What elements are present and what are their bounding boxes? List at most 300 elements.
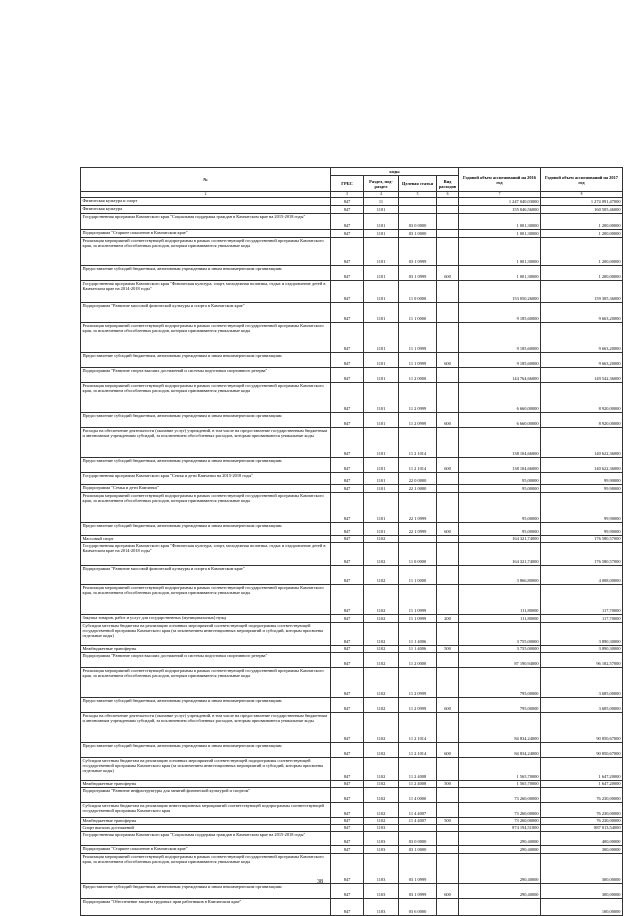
row-name-cell: Предоставление субсидий бюджетным, автономным учреждениям и иным некоммерческим организациям <box>81 352 331 367</box>
amount-2016-cell: 9 185,60000 <box>459 352 541 367</box>
row-name-cell: Подпрограмма "Старшее поколение в Камчатском крае" <box>81 229 331 237</box>
amount-2017-cell: 100,00000 <box>541 898 623 915</box>
target-cell: 03 1 0999 <box>399 265 437 280</box>
amount-2017-cell: 1 200,00000 <box>541 237 623 265</box>
section-cell: 1101 <box>364 302 399 322</box>
grbs-cell: 847 <box>331 522 364 535</box>
row-name-cell: Подпрограмма "Развитие массовой физической культуры и спорта в Камчатском крае" <box>81 565 331 584</box>
section-cell: 1102 <box>364 817 399 824</box>
expense-type-cell <box>437 280 459 302</box>
amount-2016-cell: 144 764,66000 <box>459 367 541 382</box>
target-cell: 03 1 0999 <box>399 853 437 883</box>
amount-2016-cell: 6 660,00000 <box>459 412 541 427</box>
expense-type-cell <box>437 484 459 492</box>
grbs-cell: 847 <box>331 652 364 667</box>
row-name-cell: Субсидии местным бюджетам на реализацию основных мероприятий соответствующей подпрограммы соответствующей государственной программы Камчатского края (за исключением инвестиционных мероприятий и субсидий, которым присвоены отдельные коды) <box>81 622 331 645</box>
section-cell: 1101 <box>364 280 399 302</box>
amount-2016-cell: 9 185,60000 <box>459 302 541 322</box>
target-cell: 03 0 0000 <box>399 213 437 229</box>
expense-type-cell <box>437 535 459 542</box>
grbs-cell: 847 <box>331 213 364 229</box>
amount-2017-cell: 9 663,20000 <box>541 352 623 367</box>
amount-2016-cell: 1 001,30000 <box>459 265 541 280</box>
row-name-cell: Государственная программа Камчатского края "Физическая культура, спорт, молодежная политика, отдых и оздоровление детей в Камчатском крае на 2014-2018 годы" <box>81 542 331 565</box>
expense-type-cell <box>437 302 459 322</box>
section-cell: 1101 <box>364 265 399 280</box>
expense-type-cell <box>437 757 459 780</box>
expense-type-cell <box>437 197 459 205</box>
amount-2016-cell: 155 046,56000 <box>459 205 541 213</box>
amount-2017-cell: 90 850,67000 <box>541 742 623 757</box>
target-cell: 03 0 0000 <box>399 831 437 845</box>
table-row <box>81 484 623 492</box>
target-cell <box>399 205 437 213</box>
header-year-2016: Годовой объем ассигнований на 2016 год <box>459 168 541 192</box>
target-cell: 11 2 1014 <box>399 712 437 742</box>
table-row <box>81 542 623 565</box>
row-name-cell: Подпрограмма "Развитие спорта высших достижений и системы подготовки спортивного резерва" <box>81 652 331 667</box>
expense-type-cell <box>437 427 459 457</box>
grbs-cell: 847 <box>331 712 364 742</box>
amount-2016-cell: 95,00000 <box>459 484 541 492</box>
grbs-cell: 847 <box>331 645 364 652</box>
amount-2017-cell: 9 663,20000 <box>541 302 623 322</box>
grbs-cell: 847 <box>331 472 364 484</box>
amount-2016-cell: 795,00000 <box>459 667 541 697</box>
header-year-2017: Годовой объем ассигнований на 2017 год <box>541 168 623 192</box>
amount-2017-cell: 90 850,67000 <box>541 712 623 742</box>
amount-2017-cell: 140 622,36000 <box>541 427 623 457</box>
grbs-cell: 847 <box>331 280 364 302</box>
grbs-cell: 847 <box>331 542 364 565</box>
table-row <box>81 352 623 367</box>
grbs-cell: 847 <box>331 845 364 853</box>
expense-type-cell <box>437 237 459 265</box>
grbs-cell: 847 <box>331 265 364 280</box>
section-cell: 1103 <box>364 831 399 845</box>
table-row <box>81 757 623 780</box>
row-name-cell: Спорт высших достижений <box>81 824 331 831</box>
section-cell: 1102 <box>364 787 399 802</box>
amount-2017-cell: 76 230,00000 <box>541 817 623 824</box>
grbs-cell: 847 <box>331 667 364 697</box>
target-cell: 11 1 4006 <box>399 622 437 645</box>
expense-type-cell: 500 <box>437 780 459 787</box>
amount-2017-cell: 160 505,46000 <box>541 205 623 213</box>
amount-2017-cell: 3 890,30000 <box>541 645 623 652</box>
row-name-cell: Предоставление субсидий бюджетным, автономным учреждениям и иным некоммерческим организациям <box>81 457 331 472</box>
expense-type-cell: 600 <box>437 522 459 535</box>
target-cell <box>399 535 437 542</box>
expense-type-cell <box>437 542 459 565</box>
amount-2016-cell: 290,40000 <box>459 883 541 898</box>
expense-type-cell: 600 <box>437 412 459 427</box>
target-cell: 11 2 0000 <box>399 652 437 667</box>
amount-2016-cell: 874 194,51000 <box>459 824 541 831</box>
table-row <box>81 322 623 352</box>
amount-2017-cell: 149 542,36000 <box>541 367 623 382</box>
expense-type-cell <box>437 898 459 915</box>
target-cell: 22 0 0000 <box>399 472 437 484</box>
amount-2017-cell: 99,90000 <box>541 484 623 492</box>
grbs-cell: 847 <box>331 802 364 817</box>
index-cell: 4 <box>364 192 399 198</box>
table-body <box>81 192 623 916</box>
section-cell: 1102 <box>364 757 399 780</box>
target-cell: 11 1 0999 <box>399 614 437 622</box>
expense-type-cell <box>437 382 459 412</box>
index-cell: 7 <box>459 192 541 198</box>
target-cell: 11 1 0999 <box>399 322 437 352</box>
amount-2017-cell: 8 920,00000 <box>541 412 623 427</box>
table-row <box>81 622 623 645</box>
grbs-cell: 847 <box>331 817 364 824</box>
amount-2017-cell: 3 685,00000 <box>541 667 623 697</box>
grbs-cell: 847 <box>331 427 364 457</box>
target-cell: 03 1 0999 <box>399 883 437 898</box>
amount-2016-cell: 1 001,30000 <box>459 213 541 229</box>
grbs-cell: 847 <box>331 787 364 802</box>
amount-2017-cell: 4 008,00000 <box>541 565 623 584</box>
section-cell: 1102 <box>364 697 399 712</box>
index-cell: 5 <box>399 192 437 198</box>
target-cell: 11 2 0000 <box>399 367 437 382</box>
expense-type-cell: 600 <box>437 265 459 280</box>
section-cell: 1101 <box>364 229 399 237</box>
amount-2016-cell: 164 321,74000 <box>459 542 541 565</box>
amount-2016-cell: 153 050,26000 <box>459 280 541 302</box>
header-number: № <box>81 168 331 192</box>
row-name-cell: Предоставление субсидий бюджетным, автономным учреждениям и иным некоммерческим организациям <box>81 883 331 898</box>
target-cell: 11 1 4006 <box>399 645 437 652</box>
amount-2017-cell: 9 663,20000 <box>541 322 623 352</box>
row-name-cell: Реализация мероприятий соответствующей подпрограммы в рамках соответствующей государственной программы Камчатского края, за исключением обособленных расходов, которым присваиваются уникальные коды <box>81 492 331 522</box>
row-name-cell: Реализация мероприятий соответствующей подпрограммы в рамках соответствующей государственной программы Камчатского края, за исключением обособленных расходов, которым присваиваются уникальные коды <box>81 237 331 265</box>
amount-2017-cell: 1 200,00000 <box>541 265 623 280</box>
amount-2016-cell: 290,40000 <box>459 845 541 853</box>
row-name-cell: Межбюджетные трансферты <box>81 645 331 652</box>
amount-2016-cell: 73 260,00000 <box>459 802 541 817</box>
grbs-cell: 847 <box>331 205 364 213</box>
target-cell: 11 0 0000 <box>399 542 437 565</box>
table-row <box>81 652 623 667</box>
row-name-cell: Подпрограмма "Обеспечение защиты трудовых прав работников в Камчатском крае" <box>81 898 331 915</box>
row-name-cell: Реализация мероприятий соответствующей подпрограммы в рамках соответствующей государственной программы Камчатского края, за исключением обособленных расходов, которым присваиваются уникальные коды <box>81 667 331 697</box>
amount-2017-cell: 887 013,54000 <box>541 824 623 831</box>
grbs-cell: 847 <box>331 492 364 522</box>
expense-type-cell <box>437 367 459 382</box>
expense-type-cell <box>437 565 459 584</box>
amount-2016-cell: 3 866,80000 <box>459 565 541 584</box>
amount-2016-cell: 111,80000 <box>459 614 541 622</box>
grbs-cell: 847 <box>331 302 364 322</box>
row-name-cell: Предоставление субсидий бюджетным, автономным учреждениям и иным некоммерческим организациям <box>81 742 331 757</box>
table-row <box>81 824 623 831</box>
expense-type-cell <box>437 712 459 742</box>
section-cell: 1102 <box>364 565 399 584</box>
target-cell: 11 2 1014 <box>399 742 437 757</box>
section-cell: 1101 <box>364 457 399 472</box>
target-cell <box>399 197 437 205</box>
expense-type-cell <box>437 845 459 853</box>
grbs-cell: 847 <box>331 535 364 542</box>
table-row <box>81 280 623 302</box>
row-name-cell: Предоставление субсидий бюджетным, автономным учреждениям и иным некоммерческим организациям <box>81 522 331 535</box>
expense-type-cell <box>437 205 459 213</box>
amount-2017-cell: 300,00000 <box>541 883 623 898</box>
section-cell: 1102 <box>364 645 399 652</box>
row-name-cell: Государственная программа Камчатского края "Семья и дети Камчатки на 2015-2018 годы" <box>81 472 331 484</box>
expense-type-cell <box>437 802 459 817</box>
amount-2016-cell <box>459 898 541 915</box>
amount-2017-cell: 76 230,00000 <box>541 787 623 802</box>
row-name-cell: Массовый спорт <box>81 535 331 542</box>
target-cell: 03 6 0000 <box>399 898 437 915</box>
section-cell: 1101 <box>364 492 399 522</box>
section-cell: 1101 <box>364 213 399 229</box>
grbs-cell: 847 <box>331 697 364 712</box>
amount-2017-cell: 117,70000 <box>541 584 623 614</box>
section-cell: 1101 <box>364 522 399 535</box>
row-name-cell: Предоставление субсидий бюджетным, автономным учреждениям и иным некоммерческим организациям <box>81 412 331 427</box>
target-cell: 03 1 0000 <box>399 229 437 237</box>
table-row <box>81 584 623 614</box>
row-name-cell: Реализация мероприятий соответствующей подпрограммы в рамках соответствующей государственной программы Камчатского края, за исключением обособленных расходов, которым присваиваются уникальные коды <box>81 853 331 883</box>
amount-2016-cell: 95,00000 <box>459 522 541 535</box>
grbs-cell: 847 <box>331 824 364 831</box>
row-name-cell: Межбюджетные трансферты <box>81 817 331 824</box>
table-row <box>81 787 623 802</box>
table-row <box>81 382 623 412</box>
index-cell: 2 <box>81 192 331 198</box>
row-name-cell: Подпрограмма "Старшее поколение в Камчатском крае" <box>81 845 331 853</box>
amount-2016-cell: 1 565,70000 <box>459 780 541 787</box>
table-header <box>81 168 623 192</box>
amount-2016-cell: 138 104,66000 <box>459 457 541 472</box>
header-expense-type: Вид расходов <box>437 176 459 192</box>
amount-2017-cell: 400,00000 <box>541 831 623 845</box>
grbs-cell: 847 <box>331 322 364 352</box>
amount-2016-cell: 111,80000 <box>459 584 541 614</box>
target-cell: 22 1 0999 <box>399 492 437 522</box>
expense-type-cell <box>437 492 459 522</box>
target-cell: 11 1 0999 <box>399 584 437 614</box>
grbs-cell: 847 <box>331 614 364 622</box>
table-row <box>81 522 623 535</box>
amount-2016-cell: 1 001,30000 <box>459 229 541 237</box>
target-cell: 11 4 4007 <box>399 817 437 824</box>
row-name-cell: Расходы на обеспечение деятельности (оказание услуг) учреждений, в том числе на предоставление государственным бюджетным и автономным учреждениям субсидий, за исключением обособленных расходов, которым присваиваются уникальные коды <box>81 427 331 457</box>
section-cell: 1102 <box>364 802 399 817</box>
row-name-cell: Подпрограмма "Развитие спорта высших достижений и системы подготовки спортивного резерва" <box>81 367 331 382</box>
target-cell: 11 2 4008 <box>399 757 437 780</box>
section-cell: 1102 <box>364 712 399 742</box>
amount-2017-cell: 1 200,00000 <box>541 213 623 229</box>
section-cell: 1102 <box>364 667 399 697</box>
section-cell: 1101 <box>364 205 399 213</box>
amount-2017-cell: 159 305,36000 <box>541 280 623 302</box>
index-cell: 3 <box>331 192 364 198</box>
section-cell: 1103 <box>364 853 399 883</box>
section-cell: 1101 <box>364 367 399 382</box>
section-cell: 1102 <box>364 652 399 667</box>
amount-2016-cell: 795,00000 <box>459 697 541 712</box>
section-cell: 1102 <box>364 614 399 622</box>
amount-2017-cell: 99,90000 <box>541 522 623 535</box>
table-row <box>81 472 623 484</box>
target-cell: 22 1 0999 <box>399 522 437 535</box>
row-name-cell: Реализация мероприятий соответствующей подпрограммы в рамках соответствующей государственной программы Камчатского края, за исключением обособленных расходов, которым присваиваются уникальные коды <box>81 382 331 412</box>
expense-type-cell <box>437 831 459 845</box>
expense-type-cell: 500 <box>437 645 459 652</box>
amount-2016-cell: 1 001,30000 <box>459 237 541 265</box>
amount-2016-cell: 138 104,66000 <box>459 427 541 457</box>
amount-2016-cell: 84 834,24000 <box>459 742 541 757</box>
header-section: Раздел, под-раздел <box>364 176 399 192</box>
amount-2016-cell: 73 260,00000 <box>459 787 541 802</box>
amount-2017-cell: 76 230,00000 <box>541 802 623 817</box>
row-name-cell: Государственная программа Камчатского края "Социальная поддержка граждан в Камчатском крае на 2015-2018 годы" <box>81 213 331 229</box>
row-name-cell: Предоставление субсидий бюджетным, автономным учреждениям и иным некоммерческим организациям <box>81 697 331 712</box>
table-row <box>81 457 623 472</box>
amount-2017-cell: 300,00000 <box>541 853 623 883</box>
target-cell: 11 2 0999 <box>399 382 437 412</box>
amount-2017-cell: 3 685,00000 <box>541 697 623 712</box>
table-row <box>81 367 623 382</box>
table-row <box>81 265 623 280</box>
target-cell: 11 1 0999 <box>399 352 437 367</box>
amount-2016-cell: 164 321,74000 <box>459 535 541 542</box>
table-row <box>81 645 623 652</box>
target-cell: 11 0 0000 <box>399 280 437 302</box>
amount-2016-cell: 87 190,94000 <box>459 652 541 667</box>
expense-type-cell: 500 <box>437 817 459 824</box>
section-cell: 1102 <box>364 584 399 614</box>
section-cell: 1101 <box>364 412 399 427</box>
amount-2017-cell: 140 622,36000 <box>541 457 623 472</box>
header-grbs: ГРБС <box>331 176 364 192</box>
table-row <box>81 213 623 229</box>
expense-type-cell: 600 <box>437 697 459 712</box>
row-name-cell: Реализация мероприятий соответствующей подпрограммы в рамках соответствующей государственной программы Камчатского края, за исключением обособленных расходов, которым присваиваются уникальные коды <box>81 584 331 614</box>
grbs-cell: 847 <box>331 382 364 412</box>
target-cell: 03 1 0999 <box>399 237 437 265</box>
section-cell: 1101 <box>364 322 399 352</box>
amount-2016-cell: 6 660,00000 <box>459 382 541 412</box>
row-name-cell: Физическая культура <box>81 205 331 213</box>
amount-2017-cell: 1 647,20000 <box>541 757 623 780</box>
expense-type-cell <box>437 667 459 697</box>
row-name-cell: Расходы на обеспечение деятельности (оказание услуг) учреждений, в том числе на предоставление государственным бюджетным и автономным учреждениям субсидий, за исключением обособленных расходов, которым присваиваются уникальные коды <box>81 712 331 742</box>
expense-type-cell: 600 <box>437 742 459 757</box>
section-cell: 1103 <box>364 883 399 898</box>
expense-type-cell <box>437 229 459 237</box>
amount-2017-cell: 99,90000 <box>541 492 623 522</box>
amount-2016-cell: 73 260,00000 <box>459 817 541 824</box>
index-cell: 8 <box>541 192 623 198</box>
expense-type-cell: 200 <box>437 614 459 622</box>
expense-type-cell <box>437 787 459 802</box>
grbs-cell: 847 <box>331 622 364 645</box>
grbs-cell: 847 <box>331 853 364 883</box>
table-row <box>81 712 623 742</box>
grbs-cell: 847 <box>331 412 364 427</box>
table-row <box>81 535 623 542</box>
table-row <box>81 614 623 622</box>
target-cell: 11 2 1014 <box>399 457 437 472</box>
grbs-cell: 847 <box>331 367 364 382</box>
grbs-cell: 847 <box>331 831 364 845</box>
amount-2016-cell: 1 565,70000 <box>459 757 541 780</box>
table-row <box>81 883 623 898</box>
header-codes: коды <box>331 168 459 176</box>
table-row <box>81 802 623 817</box>
target-cell: 11 1 0000 <box>399 302 437 322</box>
amount-2017-cell: 300,00000 <box>541 845 623 853</box>
table-row <box>81 492 623 522</box>
row-name-cell: Реализация мероприятий соответствующей подпрограммы в рамках соответствующей государственной программы Камчатского края, за исключением обособленных расходов, которым присваиваются уникальные коды <box>81 322 331 352</box>
amount-2017-cell: 99,90000 <box>541 472 623 484</box>
amount-2016-cell: 95,00000 <box>459 492 541 522</box>
target-cell: 11 2 1014 <box>399 427 437 457</box>
row-name-cell: Закупка товаров, работ и услуг для государственных (муниципальных) нужд <box>81 614 331 622</box>
section-cell: 1101 <box>364 382 399 412</box>
amount-2017-cell: 8 920,00000 <box>541 382 623 412</box>
grbs-cell: 847 <box>331 352 364 367</box>
grbs-cell: 847 <box>331 780 364 787</box>
section-cell: 1102 <box>364 542 399 565</box>
table-row <box>81 697 623 712</box>
row-name-cell: Подпрограмма "Семья и дети Камчатки" <box>81 484 331 492</box>
target-cell: 11 2 0999 <box>399 412 437 427</box>
table-row <box>81 817 623 824</box>
amount-2016-cell: 3 755,00000 <box>459 645 541 652</box>
amount-2017-cell: 117,70000 <box>541 614 623 622</box>
grbs-cell: 847 <box>331 565 364 584</box>
table-row <box>81 898 623 915</box>
amount-2016-cell: 290,40000 <box>459 853 541 883</box>
section-cell: 1101 <box>364 237 399 265</box>
expense-type-cell <box>437 824 459 831</box>
row-name-cell: Межбюджетные трансферты <box>81 780 331 787</box>
expense-type-cell <box>437 213 459 229</box>
index-cell: 6 <box>437 192 459 198</box>
row-name-cell: Субсидии местным бюджетам на реализацию инвестиционных мероприятий соответствующей подпрограммы соответствующей государственной программы Камчатского края <box>81 802 331 817</box>
grbs-cell: 847 <box>331 898 364 915</box>
expense-type-cell: 600 <box>437 883 459 898</box>
section-cell: 1102 <box>364 742 399 757</box>
section-cell: 1103 <box>364 845 399 853</box>
expense-type-cell <box>437 472 459 484</box>
section-cell: 1102 <box>364 622 399 645</box>
amount-2017-cell: 1 200,00000 <box>541 229 623 237</box>
row-name-cell: Государственная программа Камчатского края "Социальная поддержка граждан в Камчатском крае на 2015-2018 годы" <box>81 831 331 845</box>
section-cell: 1101 <box>364 352 399 367</box>
row-name-cell: Государственная программа Камчатского края "Физическая культура, спорт, молодежная политика, отдых и оздоровление детей в Камчатском крае на 2014-2018 годы" <box>81 280 331 302</box>
budget-table <box>80 167 623 916</box>
table-row <box>81 197 623 205</box>
table-row <box>81 229 623 237</box>
target-cell <box>399 824 437 831</box>
expense-type-cell: 600 <box>437 352 459 367</box>
expense-type-cell <box>437 622 459 645</box>
table-row <box>81 845 623 853</box>
table-row <box>81 667 623 697</box>
grbs-cell: 847 <box>331 484 364 492</box>
target-cell: 11 2 0999 <box>399 697 437 712</box>
amount-2016-cell: 290,40000 <box>459 831 541 845</box>
target-cell: 11 2 0999 <box>399 667 437 697</box>
